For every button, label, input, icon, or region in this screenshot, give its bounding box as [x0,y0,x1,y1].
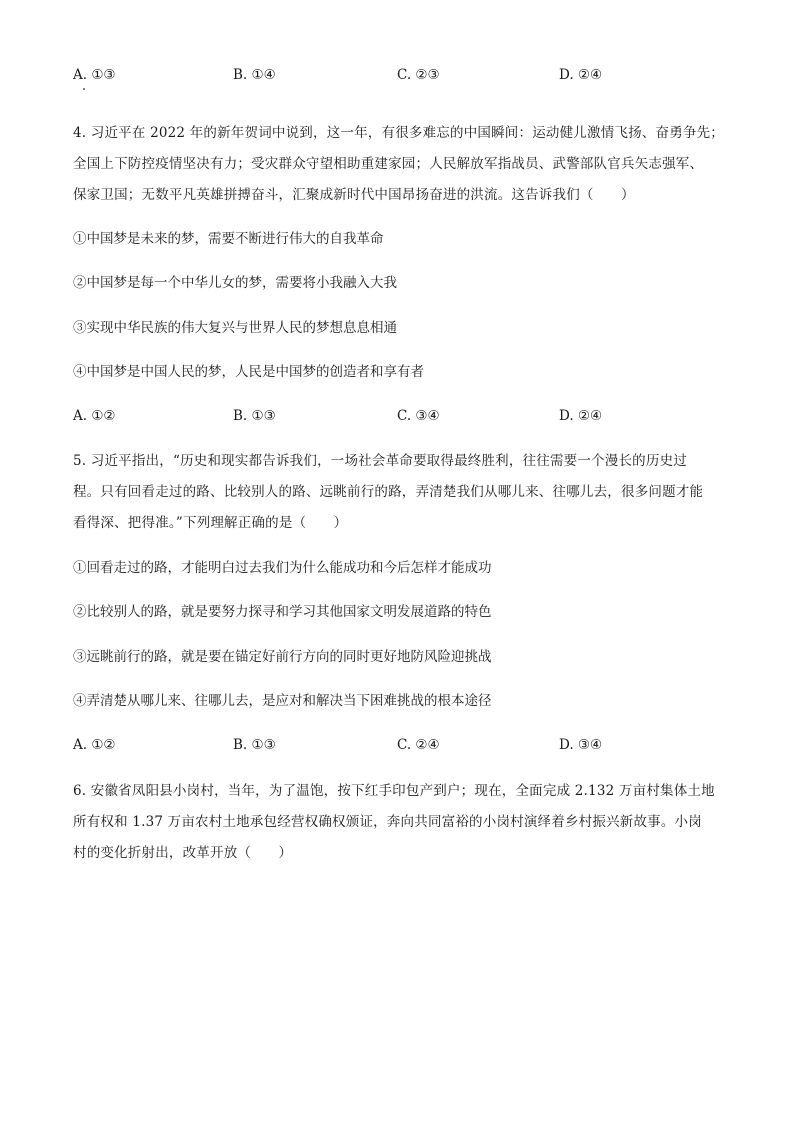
q3-option-d[interactable]: D. ②④ [559,67,603,83]
q5-statement-4: ④弄清楚从哪儿来、往哪儿去，是应对和解决当下困难挑战的根本途径 [73,693,492,709]
q4-stem-line-3: 保家卫国；无数平凡英雄拼搏奋斗，汇聚成新时代中国昂扬奋进的洪流。这告诉我们（ ） [73,187,635,203]
q4-option-d[interactable]: D. ②④ [559,408,603,424]
q3-option-a[interactable]: A. ①③ [73,67,116,83]
q5-options [73,735,733,755]
q5-statement-2: ②比较别人的路，就是要努力探寻和学习其他国家文明发展道路的特色 [73,604,492,620]
q4-stem-line-1: 4. 习近平在 2022 年的新年贺词中说到，这一年，有很多难忘的中国瞬间：运动健儿激情飞扬、奋勇争先； [73,125,725,141]
q3-options [73,65,733,85]
q6-stem-line-1: 6. 安徽省凤阳县小岗村，当年，为了温饱，按下红手印包产到户；现在，全面完成 2.132 万亩村集体土地 [73,783,715,799]
q4-option-a[interactable]: A. ①② [73,408,116,424]
q5-option-b[interactable]: B. ①③ [233,737,276,753]
q5-option-c[interactable]: C. ②④ [397,737,440,753]
stray-dot-mark [83,88,85,90]
q3-option-b[interactable]: B. ①④ [233,67,276,83]
q5-statement-1: ①回看走过的路，才能明白过去我们为什么能成功和今后怎样才能成功 [73,560,492,576]
q5-stem-line-2: 程。只有回看走过的路、比较别人的路、远眺前行的路，弄清楚我们从哪儿来、往哪儿去，很多问题才能 [73,484,704,500]
q4-stem-line-2: 全国上下防控疫情坚决有力；受灾群众守望相助重建家园；人民解放军指战员、武警部队官兵矢志强军、 [73,156,704,172]
q5-option-a[interactable]: A. ①② [73,737,116,753]
q3-option-c[interactable]: C. ②③ [397,67,440,83]
q4-option-b[interactable]: B. ①③ [233,408,276,424]
q6-stem-line-3: 村的变化折射出，改革开放（ ） [73,845,293,861]
q6-stem-line-2: 所有权和 1.37 万亩农村土地承包经营权确权颁证，奔向共同富裕的小岗村演绎着乡村振兴新故事。小岗 [73,814,702,830]
q4-statement-4: ④中国梦是中国人民的梦，人民是中国梦的创造者和享有者 [73,364,424,380]
q4-options [73,406,733,426]
q5-stem-line-1: 5. 习近平指出，“历史和现实都告诉我们，一场社会革命要取得最终胜利，往往需要一个漫长的历史过 [73,453,687,469]
q4-statement-2: ②中国梦是每一个中华儿女的梦，需要将小我融入大我 [73,275,397,291]
q4-option-c[interactable]: C. ③④ [397,408,440,424]
q5-stem-line-3: 看得深、把得准。”下列理解正确的是（ ） [73,515,348,531]
q5-statement-3: ③远眺前行的路，就是要在锚定好前行方向的同时更好地防风险迎挑战 [73,649,492,665]
q5-option-d[interactable]: D. ③④ [559,737,603,753]
q4-statement-3: ③实现中华民族的伟大复兴与世界人民的梦想息息相通 [73,320,397,336]
q4-statement-1: ①中国梦是未来的梦，需要不断进行伟大的自我革命 [73,231,384,247]
